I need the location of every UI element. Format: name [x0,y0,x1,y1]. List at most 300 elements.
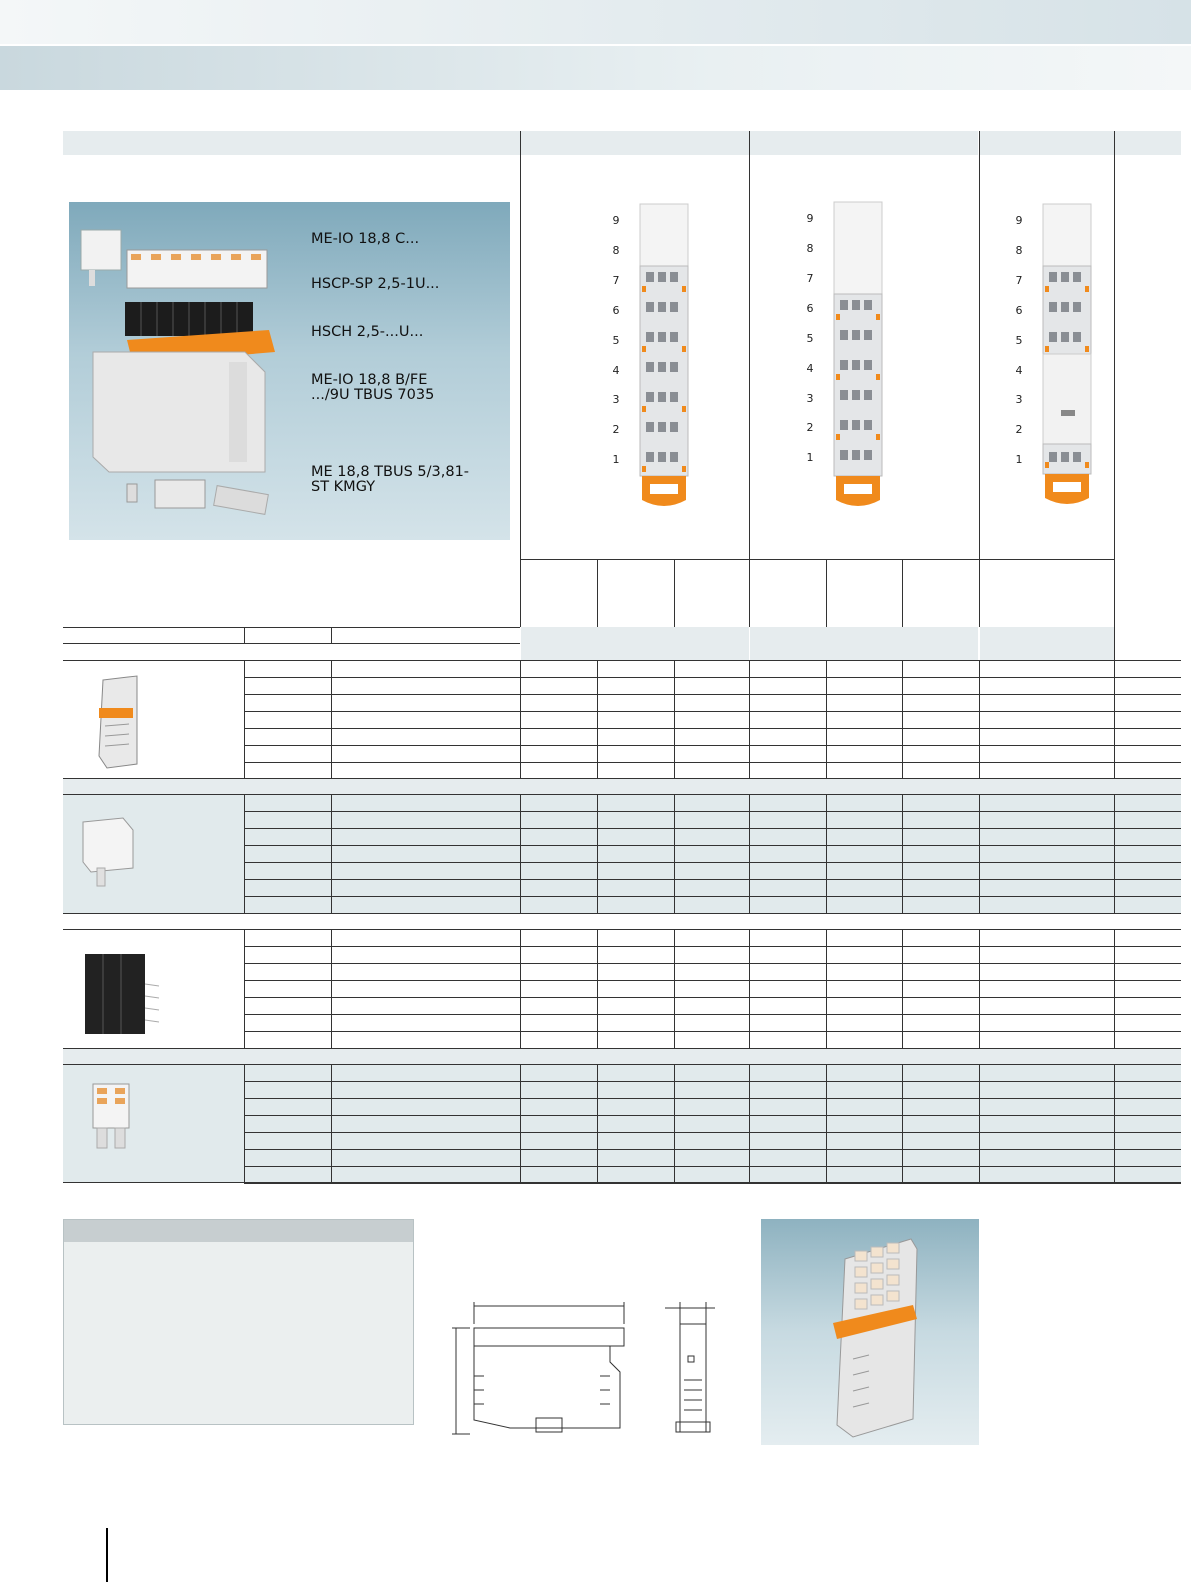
pin-label-8: 8 [806,242,814,255]
table-cell [674,1032,749,1049]
pin-label-9: 9 [806,212,814,225]
table-cell [597,1065,674,1082]
table-cell [826,795,902,812]
column-header-variant-1 [521,131,749,155]
section-divider [63,913,1181,930]
product-exploded-view [69,202,510,540]
pin-label-5: 5 [806,332,814,345]
table-cell [749,695,826,712]
table-cell [902,1133,979,1150]
table-cell [597,930,674,947]
pin-label-4: 4 [612,364,620,377]
info-box-header [64,1220,413,1242]
table-cell [749,712,826,729]
table-cell [979,678,1114,695]
pin-label-6: 6 [1015,304,1023,317]
table-cell [674,695,749,712]
pin-label-4: 4 [1015,364,1023,377]
header-band-top [0,0,1191,44]
group-header-1 [521,627,749,660]
plug-row-part [127,250,267,288]
divider [1114,131,1115,660]
table-cell [902,729,979,746]
table-cell [331,812,520,829]
table-cell [244,1116,331,1133]
header-connector-icon [63,944,244,1048]
dimension-drawing [450,1300,730,1440]
table-cell [674,1099,749,1116]
pin-label-7: 7 [1015,274,1023,287]
table-cell [520,897,597,914]
table-cell [244,846,331,863]
table-cell [749,1015,826,1032]
pin-label-9: 9 [612,214,620,227]
table-cell [826,712,902,729]
table-cell [597,947,674,964]
divider [902,559,903,627]
table-cell [826,998,902,1015]
pin-label-9: 9 [1015,214,1023,227]
table-cell [902,1116,979,1133]
table-cell [674,846,749,863]
table-cell [1114,1065,1181,1082]
table-cell [674,1065,749,1082]
table-cell [597,1015,674,1032]
housing-part [93,352,265,472]
table-cell [826,846,902,863]
table-cell [826,981,902,998]
table-cell [902,1099,979,1116]
label-cover: ME-IO 18,8 C... [311,231,420,247]
table-cell [749,1133,826,1150]
pin-label-2: 2 [612,423,620,436]
table-cell [597,981,674,998]
table-cell [902,1032,979,1049]
table-cell [979,897,1114,914]
table-cell [902,930,979,947]
table-cell [520,863,597,880]
table-cell [597,880,674,897]
table-cell [1114,1015,1181,1032]
table-cell [244,812,331,829]
table-cell [331,947,520,964]
table-cell [520,1133,597,1150]
divider [749,131,750,627]
table-cell [520,1032,597,1049]
table-cell [674,930,749,947]
table-cell [1114,930,1181,947]
table-cell [674,812,749,829]
table-cell [331,846,520,863]
divider [520,559,1115,560]
pin-label-1: 1 [612,453,620,466]
table-cell [1114,1133,1181,1150]
table-cell [597,863,674,880]
table-cell [826,746,902,763]
table-cell [749,998,826,1015]
table-cell [979,1015,1114,1032]
table-cell [902,1082,979,1099]
divider [244,627,245,643]
divider [674,559,675,627]
table-cell [331,964,520,981]
table-cell [244,1133,331,1150]
section-divider [63,778,1181,795]
table-cell [520,1099,597,1116]
table-cell [597,1133,674,1150]
column-header-product [63,131,520,155]
table-cell [520,930,597,947]
table-cell [674,1082,749,1099]
table-cell [520,981,597,998]
table-cell [749,678,826,695]
table-cell [1114,1116,1181,1133]
pin-label-6: 6 [612,304,620,317]
table-cell [979,930,1114,947]
table-cell [597,964,674,981]
pin-label-1: 1 [806,451,814,464]
table-cell [979,1116,1114,1133]
table-cell [902,846,979,863]
table-bottom-border [63,1182,1181,1183]
table-cell [674,880,749,897]
table-cell [597,812,674,829]
table-cell [826,880,902,897]
table-cell [244,964,331,981]
table-cell [674,795,749,812]
table-cell [902,998,979,1015]
column-header-variant-4 [1115,131,1181,155]
pin-label-1: 1 [1015,453,1023,466]
table-cell [826,947,902,964]
table-cell [826,695,902,712]
table-cell [979,846,1114,863]
table-cell [674,964,749,981]
table-cell [244,1065,331,1082]
table-cell [674,712,749,729]
table-cell [674,1150,749,1167]
table-cell [1114,712,1181,729]
table-cell [826,812,902,829]
table-cell [902,863,979,880]
group-header-2 [750,627,978,660]
table-cell [331,897,520,914]
table-cell [597,1150,674,1167]
table-cell [520,1150,597,1167]
table-cell [244,1032,331,1049]
table-cell [826,661,902,678]
table-cell [826,897,902,914]
table-cell [597,1082,674,1099]
table-cell [979,998,1114,1015]
table-cell [674,729,749,746]
divider [520,131,521,627]
table-cell [244,746,331,763]
column-header-variant-3 [980,131,1114,155]
table-cell [331,661,520,678]
table-cell [244,1150,331,1167]
label-plug: HSCP-SP 2,5-1U... [311,276,440,292]
pin-label-2: 2 [1015,423,1023,436]
table-cell [749,1150,826,1167]
table-cell [902,795,979,812]
table-cell [749,930,826,947]
table-cell [520,846,597,863]
table-cell [597,746,674,763]
label-housing: ME-IO 18,8 B/FE .../9U TBUS 7035 [311,372,435,403]
table-cell [1114,729,1181,746]
pin-label-3: 3 [806,392,814,405]
table-cell [244,1099,331,1116]
table-cell [979,729,1114,746]
table-cell [902,964,979,981]
table-cell [902,661,979,678]
table-cell [749,846,826,863]
table-cell [1114,678,1181,695]
table-cell [979,1150,1114,1167]
table-cell [902,678,979,695]
table-cell [826,729,902,746]
table-cell [520,678,597,695]
divider [979,131,980,627]
table-cell [331,863,520,880]
table-cell [1114,1032,1181,1049]
table-cell [902,1150,979,1167]
pin-label-7: 7 [612,274,620,287]
table-cell [244,897,331,914]
table-cell [902,712,979,729]
table-cell [331,695,520,712]
cover-cap-part [81,230,121,286]
table-cell [1114,846,1181,863]
table-cell [826,1065,902,1082]
table-cell [520,880,597,897]
pin-label-8: 8 [1015,244,1023,257]
table-cell [1114,964,1181,981]
table-cell [826,930,902,947]
table-cell [749,729,826,746]
table-cell [826,1015,902,1032]
table-cell [1114,897,1181,914]
table-cell [979,1133,1114,1150]
table-cell [597,795,674,812]
table-cell [1114,1099,1181,1116]
group-header-3 [980,627,1114,660]
cover-cap-icon [63,808,244,898]
label-header: HSCH 2,5-...U... [311,324,424,340]
column-header-variant-2 [750,131,978,155]
table-cell [331,880,520,897]
table-cell [597,998,674,1015]
info-box [63,1219,414,1425]
table-cell [749,1082,826,1099]
table-cell [597,712,674,729]
table-cell [520,829,597,846]
table-cell [597,695,674,712]
table-cell [520,695,597,712]
table-cell [979,746,1114,763]
table-cell [749,897,826,914]
table-cell [244,981,331,998]
table-cell [979,812,1114,829]
table-cell [979,795,1114,812]
table-cell [331,795,520,812]
table-cell [244,695,331,712]
table-cell [520,812,597,829]
table-cell [244,829,331,846]
table-cell [331,712,520,729]
table-cell [674,947,749,964]
table-cell [902,1015,979,1032]
table-cell [979,863,1114,880]
table-cell [244,998,331,1015]
table-cell [749,863,826,880]
header-band-bottom [0,46,1191,90]
table-cell [331,1133,520,1150]
table-cell [597,829,674,846]
table-cell [331,678,520,695]
table-cell [331,1082,520,1099]
table-cell [979,1065,1114,1082]
product-photo [761,1219,979,1445]
table-cell [749,981,826,998]
table-cell [1114,947,1181,964]
table-cell [1114,998,1181,1015]
page-margin-mark [106,1528,108,1582]
table-cell [1114,1150,1181,1167]
table-cell [331,729,520,746]
table-cell [244,729,331,746]
table-cell [826,1150,902,1167]
pin-label-4: 4 [806,362,814,375]
section-divider [63,1048,1181,1065]
table-cell [597,661,674,678]
label-tbus: ME 18,8 TBUS 5/3,81- ST KMGY [311,464,470,495]
table-cell [244,712,331,729]
table-cell [749,947,826,964]
table-cell [244,930,331,947]
table-cell [244,661,331,678]
table-cell [749,746,826,763]
pin-label-5: 5 [1015,334,1023,347]
table-cell [597,678,674,695]
divider [826,559,827,627]
table-cell [826,678,902,695]
table-cell [674,678,749,695]
table-cell [244,947,331,964]
table-cell [902,897,979,914]
table-cell [520,795,597,812]
table-cell [520,1116,597,1133]
table-cell [749,829,826,846]
table-cell [244,863,331,880]
table-cell [826,1082,902,1099]
pin-label-8: 8 [612,244,620,257]
table-cell [902,1065,979,1082]
table-cell [674,829,749,846]
pin-label-2: 2 [806,421,814,434]
table-cell [331,1116,520,1133]
table-cell [826,1116,902,1133]
table-cell [1114,695,1181,712]
table-cell [331,1150,520,1167]
table-cell [902,695,979,712]
table-cell [597,1032,674,1049]
table-cell [1114,829,1181,846]
table-cell [331,1032,520,1049]
table-cell [1114,812,1181,829]
table-cell [979,829,1114,846]
table-cell [979,1082,1114,1099]
table-cell [520,964,597,981]
pin-label-3: 3 [612,393,620,406]
plug-connector-icon [63,1078,244,1158]
table-cell [520,729,597,746]
table-cell [520,746,597,763]
divider [63,627,520,628]
table-cell [749,1032,826,1049]
table-cell [979,981,1114,998]
table-cell [902,947,979,964]
table-cell [331,1065,520,1082]
table-cell [597,897,674,914]
table-cell [331,829,520,846]
table-cell [520,1082,597,1099]
housing-module-icon [761,1219,979,1445]
table-cell [520,1065,597,1082]
table-cell [674,1116,749,1133]
table-cell [244,1015,331,1032]
table-cell [244,678,331,695]
table-cell [597,1116,674,1133]
table-cell [979,1032,1114,1049]
divider [63,643,520,644]
table-cell [749,880,826,897]
table-cell [749,661,826,678]
table-cell [597,729,674,746]
housing-module-icon [63,664,244,776]
table-cell [979,695,1114,712]
table-cell [597,846,674,863]
table-cell [1114,880,1181,897]
table-cell [979,1099,1114,1116]
table-cell [1114,746,1181,763]
pin-label-7: 7 [806,272,814,285]
table-cell [674,897,749,914]
table-cell [749,1116,826,1133]
table-cell [674,1133,749,1150]
table-cell [674,746,749,763]
pin-label-6: 6 [806,302,814,315]
table-cell [749,1065,826,1082]
table-cell [979,964,1114,981]
table-cell [520,1015,597,1032]
table-cell [674,661,749,678]
table-cell [331,981,520,998]
table-cell [674,981,749,998]
table-cell [1114,661,1181,678]
header-row-part [125,302,253,336]
table-cell [826,1133,902,1150]
table-cell [1114,863,1181,880]
table-cell [331,1099,520,1116]
table-cell [902,812,979,829]
table-cell [979,880,1114,897]
table-cell [1114,795,1181,812]
table-cell [749,964,826,981]
table-cell [826,964,902,981]
table-cell [902,880,979,897]
